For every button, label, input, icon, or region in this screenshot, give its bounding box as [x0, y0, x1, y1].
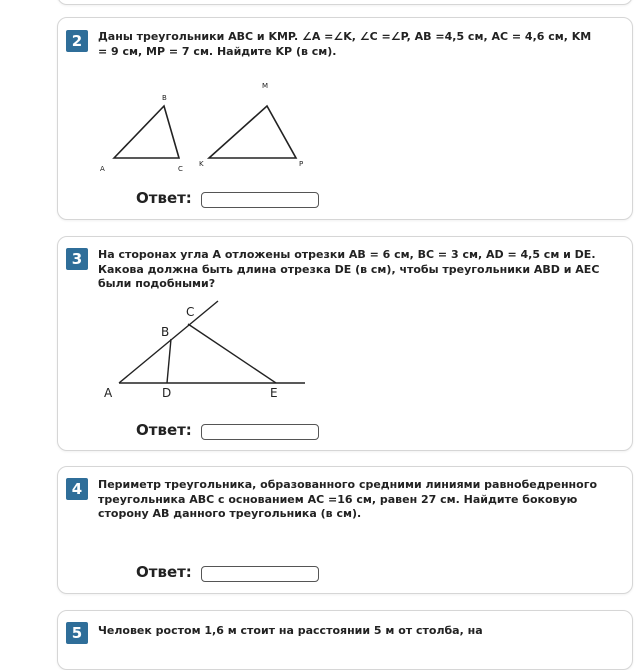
- angle-segments-figure: [58, 237, 634, 452]
- label-d: D: [162, 386, 172, 400]
- task-card-4: [57, 466, 633, 594]
- answer-input[interactable]: [201, 424, 319, 440]
- answer-label: Ответ:: [136, 189, 192, 207]
- label-c: C: [178, 165, 183, 173]
- task-text: На сторонах угла A отложены отрезки AB = 6 см, BC = 3 см, AD = 4,5 см и DE. Какова должна быть длина отрезка DE (в см), чтобы треугольники ABD и AEC были подобными?: [98, 248, 600, 290]
- task-text: Человек ростом 1,6 м стоит на расстоянии 5 м от столба, на: [98, 624, 483, 637]
- task-text: Даны треугольники ABC и KMP. ∠A =∠K, ∠C =∠P, AB =4,5 см, AC = 4,6 см, KM = 9 см, MP = 7 см. Найдите KP (в см).: [98, 30, 592, 58]
- task-number-badge: 4: [66, 478, 88, 500]
- task-number-badge: 2: [66, 30, 88, 52]
- label-p: P: [299, 160, 304, 168]
- label-k: K: [199, 160, 204, 168]
- label-a: A: [104, 386, 113, 400]
- task-card-previous: [57, 0, 633, 5]
- task-number-badge: 3: [66, 248, 88, 270]
- answer-label: Ответ:: [136, 421, 192, 439]
- triangle-kmp: [209, 106, 296, 158]
- task-card-3: [57, 236, 633, 451]
- task-card-2: [57, 17, 633, 220]
- label-c: C: [186, 305, 195, 319]
- task-text: Периметр треугольника, образованного средними линиями равнобедренного треугольника ABC с основанием AC =16 см, равен 27 см. Найдите боковую сторону AB данного треугольника (в см).: [98, 478, 598, 520]
- task-card-5: [57, 610, 633, 670]
- label-b: B: [161, 325, 170, 339]
- triangle-abc: [114, 106, 179, 158]
- answer-input[interactable]: [201, 192, 319, 208]
- segment-bd: [167, 339, 171, 383]
- label-e: E: [270, 386, 278, 400]
- label-b: B: [162, 94, 167, 102]
- answer-input[interactable]: [201, 566, 319, 582]
- task-number-badge: 5: [66, 622, 88, 644]
- answer-label: Ответ:: [136, 563, 192, 581]
- segment-ce: [188, 324, 276, 383]
- label-m: M: [262, 82, 269, 90]
- label-a: A: [100, 165, 105, 173]
